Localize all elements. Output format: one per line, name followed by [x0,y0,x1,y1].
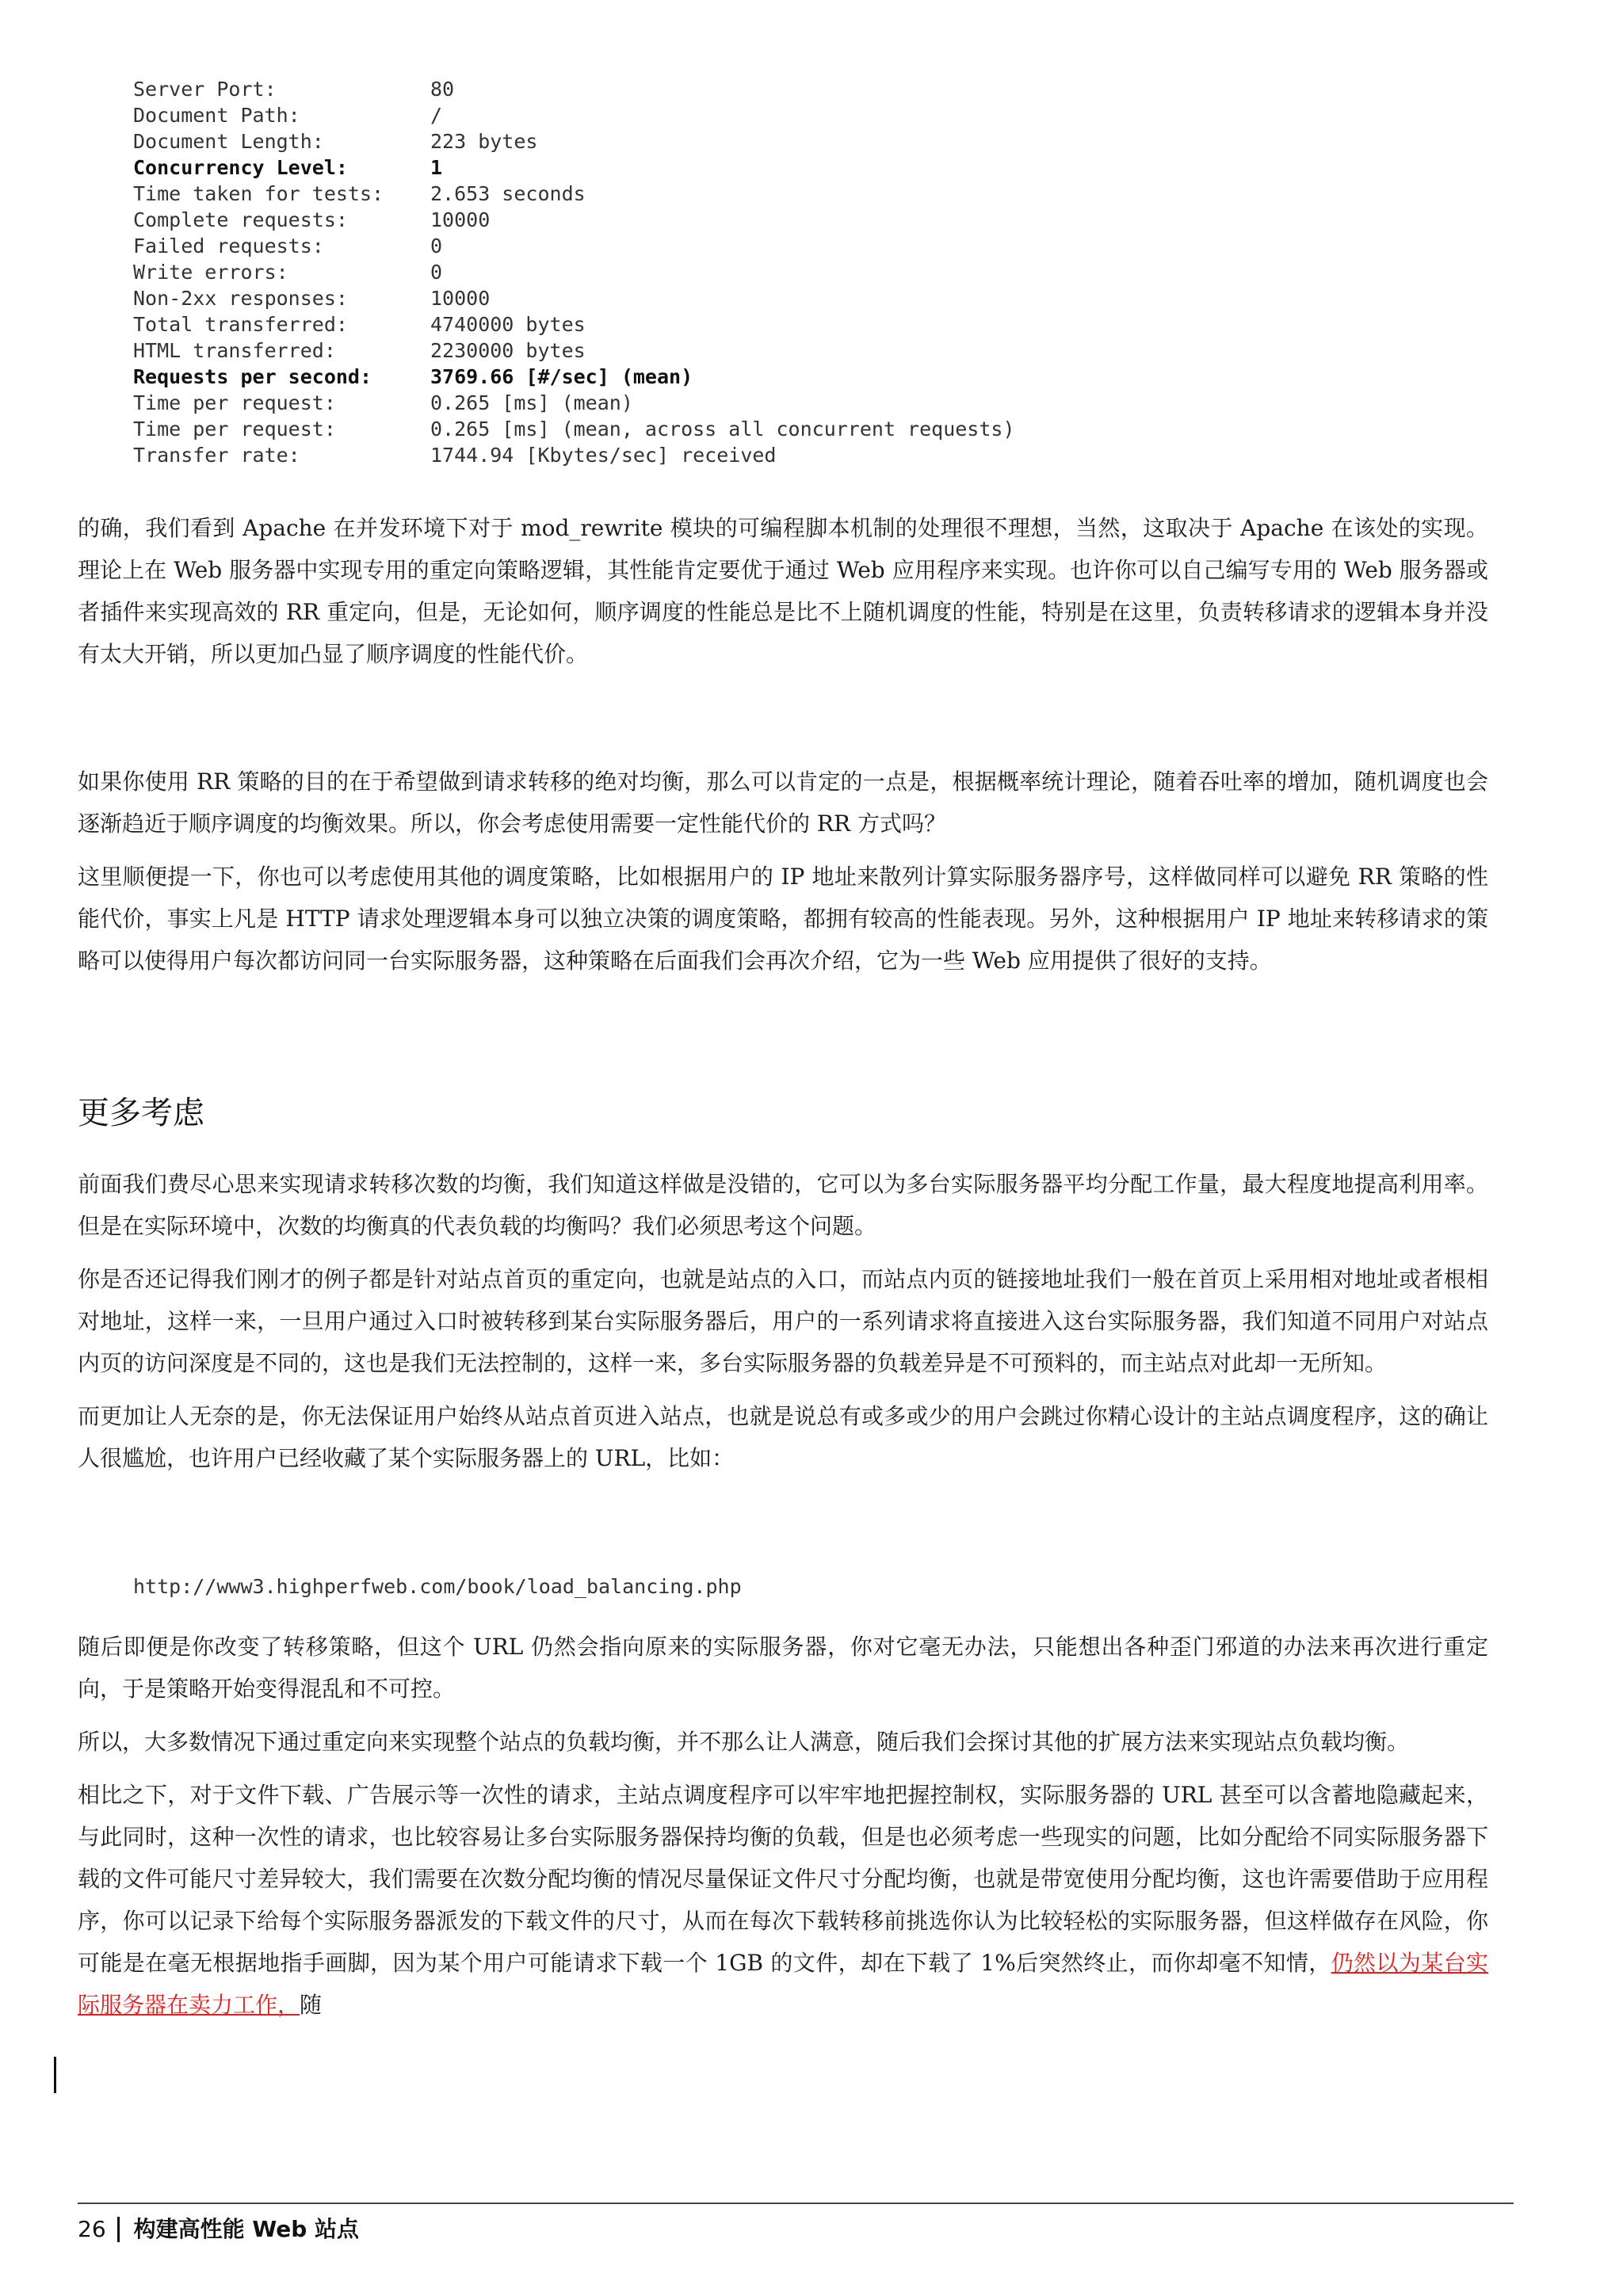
paragraph-redirect-summary: 所以，大多数情况下通过重定向来实现整个站点的负载均衡，并不那么让人满意，随后我们会探讨其他的扩展方法来实现站点负载均衡。 [78,1729,1410,1755]
footer-rule [78,2203,1514,2204]
benchmark-label: Document Length: [133,130,324,153]
benchmark-label: Failed requests: [133,235,324,257]
benchmark-value: 3769.66 [#/sec] (mean) [430,365,693,388]
highlighted-text: 仍然以为某台实际服务器在卖力工作， [78,1950,1488,2018]
page-number: 26 [78,2216,106,2242]
benchmark-line [133,76,1015,102]
paragraph-balance-question: 前面我们费尽心思来实现请求转移次数的均衡，我们知道这样做是没错的，它可以为多台实际服务器平均分配工作量，最大程度地提高利用率。但是在实际环境中，次数的均衡真的代表负载的均衡吗？我们必须思考这个问题。 [78,1171,1488,1239]
benchmark-label: Total transferred: [133,313,348,336]
benchmark-value: 10000 [430,287,491,310]
book-title: 构建高性能 Web 站点 [133,2216,360,2242]
benchmark-line [133,207,1015,233]
body-text-mid [78,1163,1488,1479]
benchmark-label: HTML transferred: [133,339,336,362]
continuation-text: 随 [300,1992,323,2018]
benchmark-value: 4740000 bytes [430,313,586,336]
benchmark-value: 2230000 bytes [430,339,586,362]
benchmark-value: 223 bytes [430,130,538,153]
benchmark-label: Time taken for tests: [133,182,384,205]
benchmark-label: Write errors: [133,261,288,284]
benchmark-label: Time per request: [133,391,336,414]
benchmark-line [133,285,1015,311]
benchmark-label: Transfer rate: [133,444,300,467]
benchmark-output [133,76,1015,468]
paragraph-bookmarked-url: 而更加让人无奈的是，你无法保证用户始终从站点首页进入站点，也就是说总有或多或少的用户会跳过你精心设计的主站点调度程序，这的确让人很尴尬，也许用户已经收藏了某个实际服务器上的 URL，比如： [78,1403,1488,1471]
benchmark-line [133,311,1015,338]
benchmark-line [133,128,1015,154]
revision-bar [54,2057,56,2093]
benchmark-value: 1 [430,156,443,179]
benchmark-line [133,390,1015,416]
paragraph-ip-hash: 这里顺便提一下，你也可以考虑使用其他的调度策略，比如根据用户的 IP 地址来散列计算实际服务器序号，这样做同样可以避免 RR 策略的性能代价，事实上凡是 HTTP 请求处理逻辑本身可以独立决策的调度策略，都拥有较高的性能表现。另外，这种根据用户 IP 地址来转移请求的策略可以使得用户每次都访问同一台实际服务器，这种策略在后面我们会再次介绍，它为一些 Web 应用提供了很好的支持。 [78,864,1488,974]
benchmark-line [133,259,1015,285]
footer-separator [117,2217,120,2242]
benchmark-value: 0 [430,261,443,284]
benchmark-value: 10000 [430,208,491,231]
benchmark-value: 0.265 [ms] (mean) [430,391,633,414]
paragraph-relative-links: 你是否还记得我们刚才的例子都是针对站点首页的重定向，也就是站点的入口，而站点内页的链接地址我们一般在首页上采用相对地址或者根相对地址，这样一来，一旦用户通过入口时被转移到某台实际服务器后，用户的一系列请求将直接进入这台实际服务器，我们知道不同用户对站点内页的访问深度是不同的，这也是我们无法控制的，这样一来，多台实际服务器的负载差异是不可预料的，而主站点对此却一无所知。 [78,1266,1488,1376]
benchmark-line [133,416,1015,442]
paragraph-strategy-chaos: 随后即便是你改变了转移策略，但这个 URL 仍然会指向原来的实际服务器，你对它毫无办法，只能想出各种歪门邪道的办法来再次进行重定向，于是策略开始变得混乱和不可控。 [78,1634,1488,1702]
benchmark-line [133,442,1015,468]
benchmark-line [133,102,1015,128]
benchmark-label: Time per request: [133,418,336,441]
paragraph-rr-strategy: 如果你使用 RR 策略的目的在于希望做到请求转移的绝对均衡，那么可以肯定的一点是，根据概率统计理论，随着吞吐率的增加，随机调度也会逐渐趋近于顺序调度的均衡效果。所以，你会考虑使用需要一定性能代价的 RR 方式吗？ [78,769,1488,837]
benchmark-label: Document Path: [133,104,300,127]
section-heading: 更多考虑 [78,1095,204,1131]
benchmark-value: 2.653 seconds [430,182,586,205]
benchmark-label: Requests per second: [133,365,372,388]
paragraph-download-balance [78,1774,1488,2026]
benchmark-value: 0.265 [ms] (mean, across all concurrent requests) [430,418,1015,441]
page-footer [78,2214,359,2245]
body-text-top [78,507,1488,982]
benchmark-line [133,154,1015,181]
benchmark-label: Server Port: [133,78,277,101]
benchmark-value: / [430,104,443,127]
benchmark-label: Concurrency Level: [133,156,348,179]
benchmark-label: Complete requests: [133,208,348,231]
benchmark-label: Non-2xx responses: [133,287,348,310]
benchmark-line [133,181,1015,207]
url-example: http://www3.highperfweb.com/book/load_balancing.php [133,1575,742,1598]
benchmark-line [133,338,1015,364]
benchmark-value: 1744.94 [Kbytes/sec] received [430,444,777,467]
benchmark-line [133,233,1015,259]
download-text: 相比之下，对于文件下载、广告展示等一次性的请求，主站点调度程序可以牢牢地把握控制权，实际服务器的 URL 甚至可以含蓄地隐藏起来，与此同时，这种一次性的请求，也比较容易让多台实际服务器保持均衡的负载，但是也必须考虑一些现实的问题，比如分配给不同实际服务器下载的文件可能尺寸差异较大，我们需要在次数分配均衡的情况尽量保证文件尺寸分配均衡，也就是带宽使用分配均衡，这也许需要借助于应用程序，你可以记录下给每个实际服务器派发的下载文件的尺寸，从而在每次下载转移前挑选你认为比较轻松的实际服务器，但这样做存在风险，你可能是在毫无根据地指手画脚，因为某个用户可能请求下载一个 1GB 的文件，却在下载了 1%后突然终止，而你却毫不知情， [78,1782,1488,1976]
benchmark-value: 80 [430,78,455,101]
body-text-bottom [78,1626,1488,2026]
paragraph-apache-rewrite: 的确，我们看到 Apache 在并发环境下对于 mod_rewrite 模块的可编程脚本机制的处理很不理想，当然，这取决于 Apache 在该处的实现。理论上在 Web 服务器中实现专用的重定向策略逻辑，其性能肯定要优于通过 Web 应用程序来实现。也许你可以自己编写专用的 Web 服务器或者插件来实现高效的 RR 重定向，但是，无论如何，顺序调度的性能总是比不上随机调度的性能，特别是在这里，负责转移请求的逻辑本身并没有太大开销，所以更加凸显了顺序调度的性能代价。 [78,515,1488,667]
benchmark-line [133,364,1015,390]
benchmark-value: 0 [430,235,443,257]
